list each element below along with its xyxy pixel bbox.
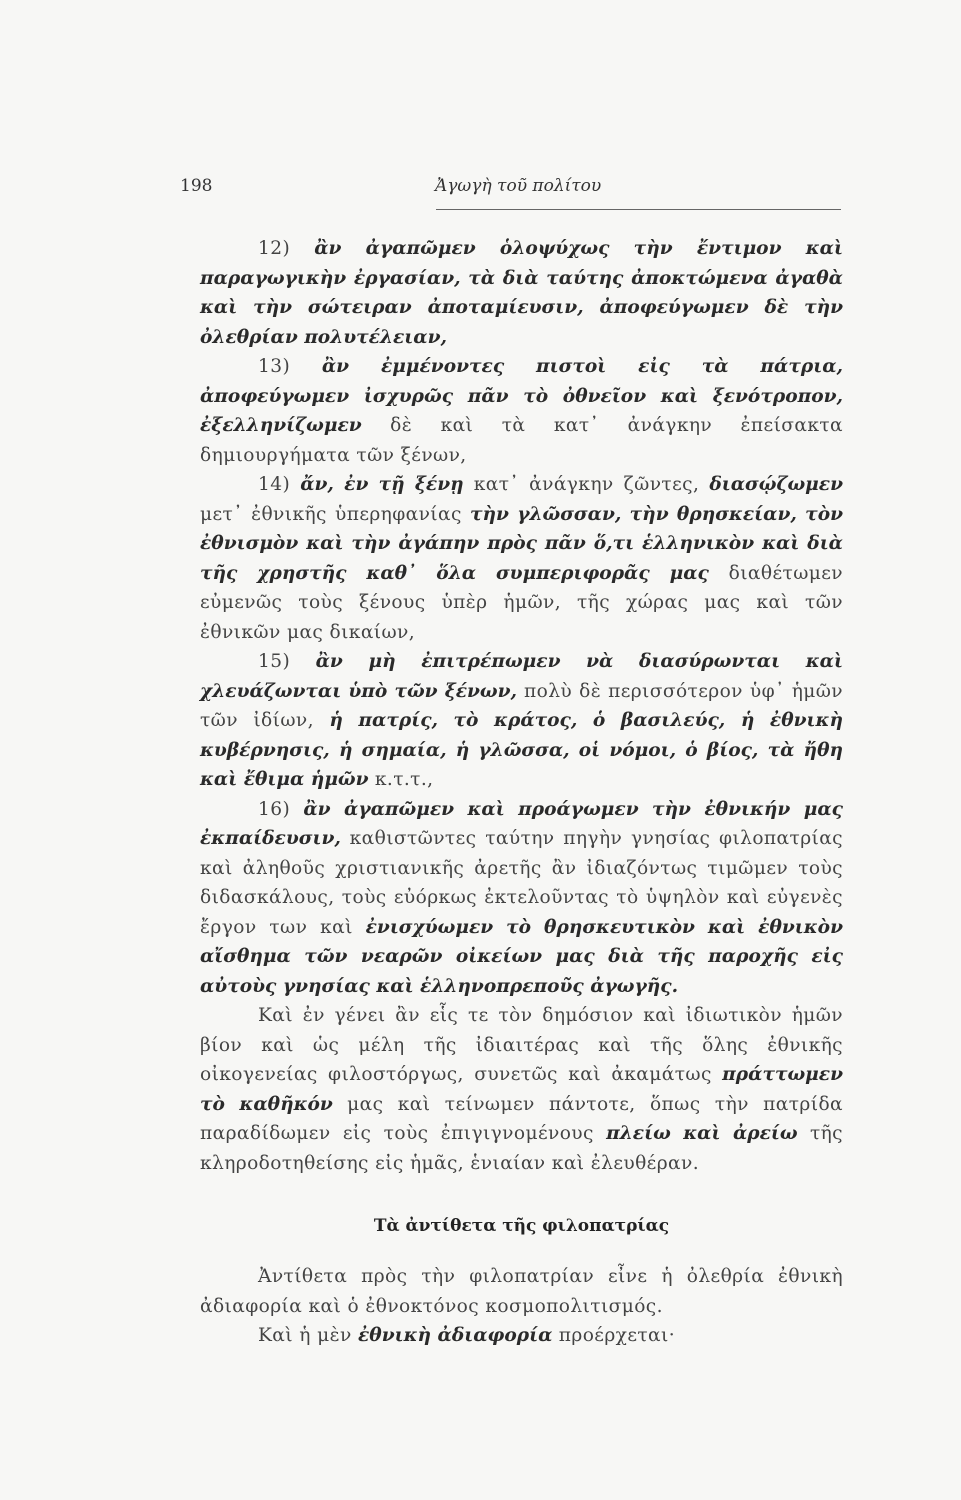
text-run: τῆς κληροδοτηθείσης εἰς ἡμᾶς, ἑνιαίαν καὶ ἐλευθέραν. <box>200 1123 843 1174</box>
paragraph <box>200 1321 843 1351</box>
paragraph <box>200 1001 843 1178</box>
text-run: ἂν ἐμμένοντες πιστοὶ εἰς τὰ πάτρια, ἀποφεύγωμεν ἰσχυρῶς πᾶν τὸ ὀθνεῖον καὶ ξενότροπον, ἐξελληνίζωμεν <box>200 356 843 436</box>
text-run: προέρχεται· <box>552 1325 676 1346</box>
text-run: καθιστῶντες ταύτην πηγὴν γνησίας φιλοπατρίας καὶ ἀληθοῦς χριστιανικῆς ἀρετῆς ἂν ἰδιαζόντως τιμῶμεν τοὺς διδασκάλους, τοὺς εὐόρκως ἐκτελοῦντας τὸ ὑψηλὸν καὶ εὐγενὲς ἔργον των καὶ <box>200 828 843 938</box>
text-run: Ἀντίθετα πρὸς τὴν φιλοπατρίαν εἶνε ἡ ὀλεθρία ἐθνικὴ ἀδιαφορία καὶ ὁ ἐθνοκτόνος κοσμοπολιτισμός. <box>200 1266 843 1317</box>
text-run: 12) <box>258 238 315 259</box>
text-run: μας καὶ τείνωμεν πάντοτε, ὅπως τὴν πατρίδα παραδίδωμεν εἰς τοὺς ἐπιγιγνομένους <box>200 1093 843 1144</box>
text-run: ἡ πατρίς, τὸ κράτος, ὁ βασιλεύς, ἡ ἐθνικὴ κυβέρνησις, ἡ σημαία, ἡ γλῶσσα, οἱ νόμοι, ὁ βίος, τὰ ἤθη καὶ ἔθιμα ἡμῶν <box>200 710 843 790</box>
text-run: τὴν γλῶσσαν, τὴν θρησκείαν, τὸν ἐθνισμὸν καὶ τὴν ἀγάπην πρὸς πᾶν ὅ,τι ἑλληνικὸν καὶ διὰ τῆς χρηστῆς καθ᾽ ὅλα συμπεριφορᾶς μας <box>200 503 843 584</box>
text-run: 14) <box>258 474 301 495</box>
paragraph <box>200 470 843 647</box>
text-run: ἐνισχύωμεν τὸ θρησκευτικὸν καὶ ἐθνικὸν αἴσθημα τῶν νεαρῶν οἰκείων μας διὰ τῆς παροχῆς εἰς αὐτοὺς γνησίας καὶ ἑλληνοπρεποῦς ἀγωγῆς. <box>200 916 843 997</box>
text-run: κ.τ.τ., <box>368 769 434 790</box>
running-title: Ἀγωγὴ τοῦ πολίτου <box>435 176 602 196</box>
page-body <box>200 234 843 1351</box>
text-run: ἂν ἀγαπῶμεν ὁλοψύχως τὴν ἔντιμον καὶ παραγωγικὴν ἐργασίαν, τὰ διὰ ταύτης ἀποκτώμενα ἀγαθὰ καὶ τὴν σώτειραν ἀποταμίευσιν, ἀποφεύγωμεν δὲ τὴν ὀλεθρίαν πολυτέλειαν, <box>200 238 843 348</box>
text-run: 13) <box>258 356 322 377</box>
text-run: διασῴζωμεν <box>709 474 843 495</box>
paragraph <box>200 647 843 795</box>
text-run: Καὶ ἡ μὲν <box>258 1325 358 1346</box>
text-run: ἂν ἀγαπῶμεν καὶ προάγωμεν τὴν ἐθνικήν μας ἐκπαίδευσιν, <box>200 798 843 849</box>
text-run: 16) <box>258 798 304 820</box>
header-rule <box>436 209 841 210</box>
text-run: διαθέτωμεν εὐμενῶς τοὺς ξένους ὑπὲρ ἡμῶν, τῆς χώρας μας καὶ τῶν ἐθνικῶν μας δικαίων, <box>200 562 843 643</box>
paragraph <box>200 234 843 352</box>
paragraph <box>200 352 843 470</box>
text-run: κατ᾽ ἀνάγκην ζῶντες, <box>463 474 710 495</box>
page-number: 198 <box>180 176 213 196</box>
closing-paragraphs <box>200 1262 843 1351</box>
text-run: ἐθνικὴ ἀδιαφορία <box>357 1325 553 1346</box>
page-header <box>178 176 843 216</box>
text-run: Καὶ ἐν γένει ἂν εἷς τε τὸν δημόσιον καὶ ἰδιωτικὸν ἡμῶν βίον καὶ ὡς μέλη τῆς ἰδιαιτέρας καὶ τῆς ὅλης ἐθνικῆς οἰκογενείας φιλοστόργως, συνετῶς καὶ ἀκαμάτως <box>200 1005 843 1085</box>
text-run: πράττωμεν τὸ καθῆκόν <box>200 1064 843 1115</box>
section-heading: Τὰ ἀντίθετα τῆς φιλοπατρίας <box>373 1216 670 1236</box>
text-run: μετ᾽ ἐθνικῆς ὑπερηφανίας <box>200 503 470 525</box>
text-run: 15) <box>258 651 316 672</box>
text-run: πλείω καὶ ἀρείω <box>606 1123 798 1144</box>
text-run: ἄν, ἐν τῇ ξένῃ <box>300 474 464 495</box>
enumerated-paragraphs <box>200 234 843 1178</box>
text-run: δὲ καὶ τὰ κατ᾽ ἀνάγκην ἐπείσακτα δημιουργήματα τῶν ξένων, <box>200 415 843 466</box>
text-run: ἂν μὴ ἐπιτρέπωμεν νὰ διασύρωνται καὶ χλευάζωνται ὑπὸ τῶν ξένων, <box>200 651 843 702</box>
paragraph <box>200 795 843 1002</box>
text-run: πολὺ δὲ περισσότερον ὑφ᾽ ἡμῶν τῶν ἰδίων, <box>200 680 843 731</box>
paragraph <box>200 1262 843 1321</box>
